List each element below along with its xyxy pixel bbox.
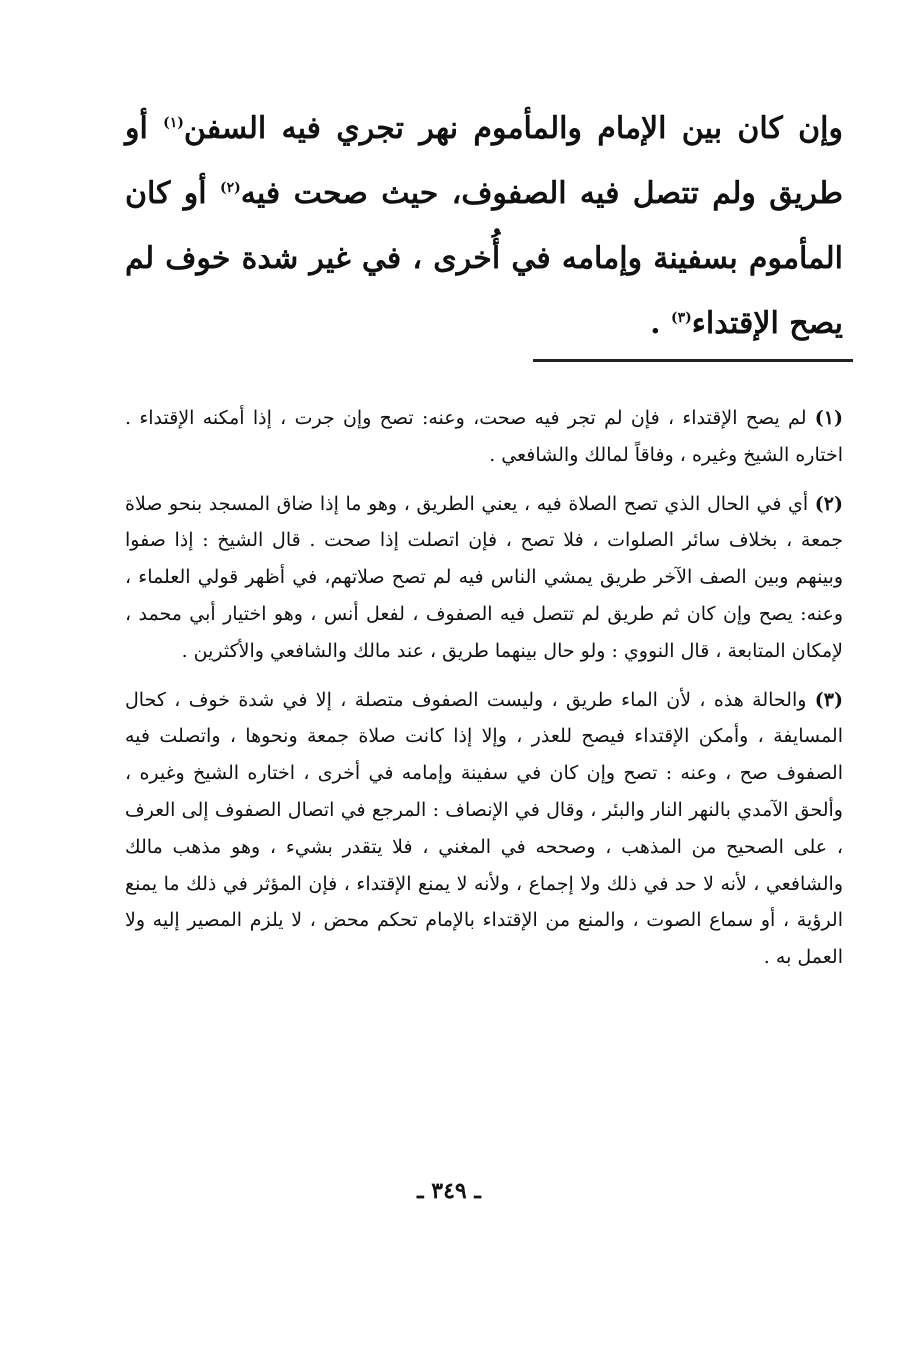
footnote-ref[interactable]: (٢) xyxy=(219,180,241,196)
footnote-ref[interactable]: (٣) xyxy=(671,310,692,326)
footnote-number: (٢) xyxy=(814,492,843,515)
main-text-part: . xyxy=(650,306,672,341)
main-text-part: وإن كان بين الإمام والمأموم نهر تجري فيه السفن xyxy=(183,111,843,146)
footnote-3 xyxy=(125,682,843,976)
main-text-part: أو كان المأموم بسفينة وإمامه في أُخرى ، في غير شدة خوف لم يصح الإقتداء xyxy=(125,176,843,341)
footnote-ref[interactable]: (١) xyxy=(163,115,184,131)
footnote-text: والحالة هذه ، لأن الماء طريق ، وليست الصفوف متصلة ، إلا في شدة خوف ، كحال المسايفة ، وأمكن الإقتداء فيصح للعذر ، وإلا إذا كانت صلاة جمعة ونحوها ، واتصلت فيه الصفوف صح ، وعنه : تصح وإن كان في سفينة وإمامه في أخرى ، اختاره الشيخ وغيره ، وألحق الآمدي بالنهر النار والبئر ، وقال في الإنصاف : المرجع في اتصال الصفوف إلى العرف ، على الصحيح من المذهب ، وصححه في المغني ، فلا يتقدر بشيء ، وهو مذهب مالك والشافعي ، لأنه لا حد في ذلك ولا إجماع ، ولأنه لا يمنع الإقتداء ، فإن المؤثر في ذلك ما يمنع الرؤية ، أو سماع الصوت ، والمنع من الإقتداء بالإمام تحكم محض ، لا يلزم المصير إليه ولا العمل به . xyxy=(125,688,843,969)
footnotes-section xyxy=(125,400,843,988)
footnote-text: أي في الحال الذي تصح الصلاة فيه ، يعني الطريق ، وهو ما إذا ضاق المسجد بنحو صلاة جمعة ، بخلاف سائر الصلوات ، فلا تصح ، فإن اتصلت إذا صحت . قال الشيخ : إذا صفوا وبينهم وبين الصف الآخر طريق يمشي الناس فيه لم تصح صلاتهم، في أظهر قولي العلماء ، وعنه: يصح وإن كان ثم طريق لم تتصل فيه الصفوف ، لفعل أنس ، وهو اختيار أبي محمد ، لإمكان المتابعة ، قال النووي : ولو حال بينهما طريق ، عند مالك والشافعي والأكثرين . xyxy=(125,492,843,662)
footnote-text: لم يصح الإقتداء ، فإن لم تجر فيه صحت، وعنه: تصح وإن جرت ، إذا أمكنه الإقتداء . اختاره الشيخ وغيره ، وفاقاً لمالك والشافعي . xyxy=(125,407,843,466)
footnote-number: (١) xyxy=(814,407,843,429)
main-text-block xyxy=(125,96,843,356)
footnote-divider xyxy=(533,359,853,362)
footnote-1 xyxy=(125,400,843,474)
page-number: ـ ٣٤٩ ـ xyxy=(417,1178,481,1204)
main-text-part: أو طريق ولم تتصل فيه الصفوف، حيث صحت فيه xyxy=(125,111,843,211)
main-paragraph xyxy=(125,96,843,356)
footnote-2 xyxy=(125,486,843,670)
footnote-number: (٣) xyxy=(814,688,843,711)
